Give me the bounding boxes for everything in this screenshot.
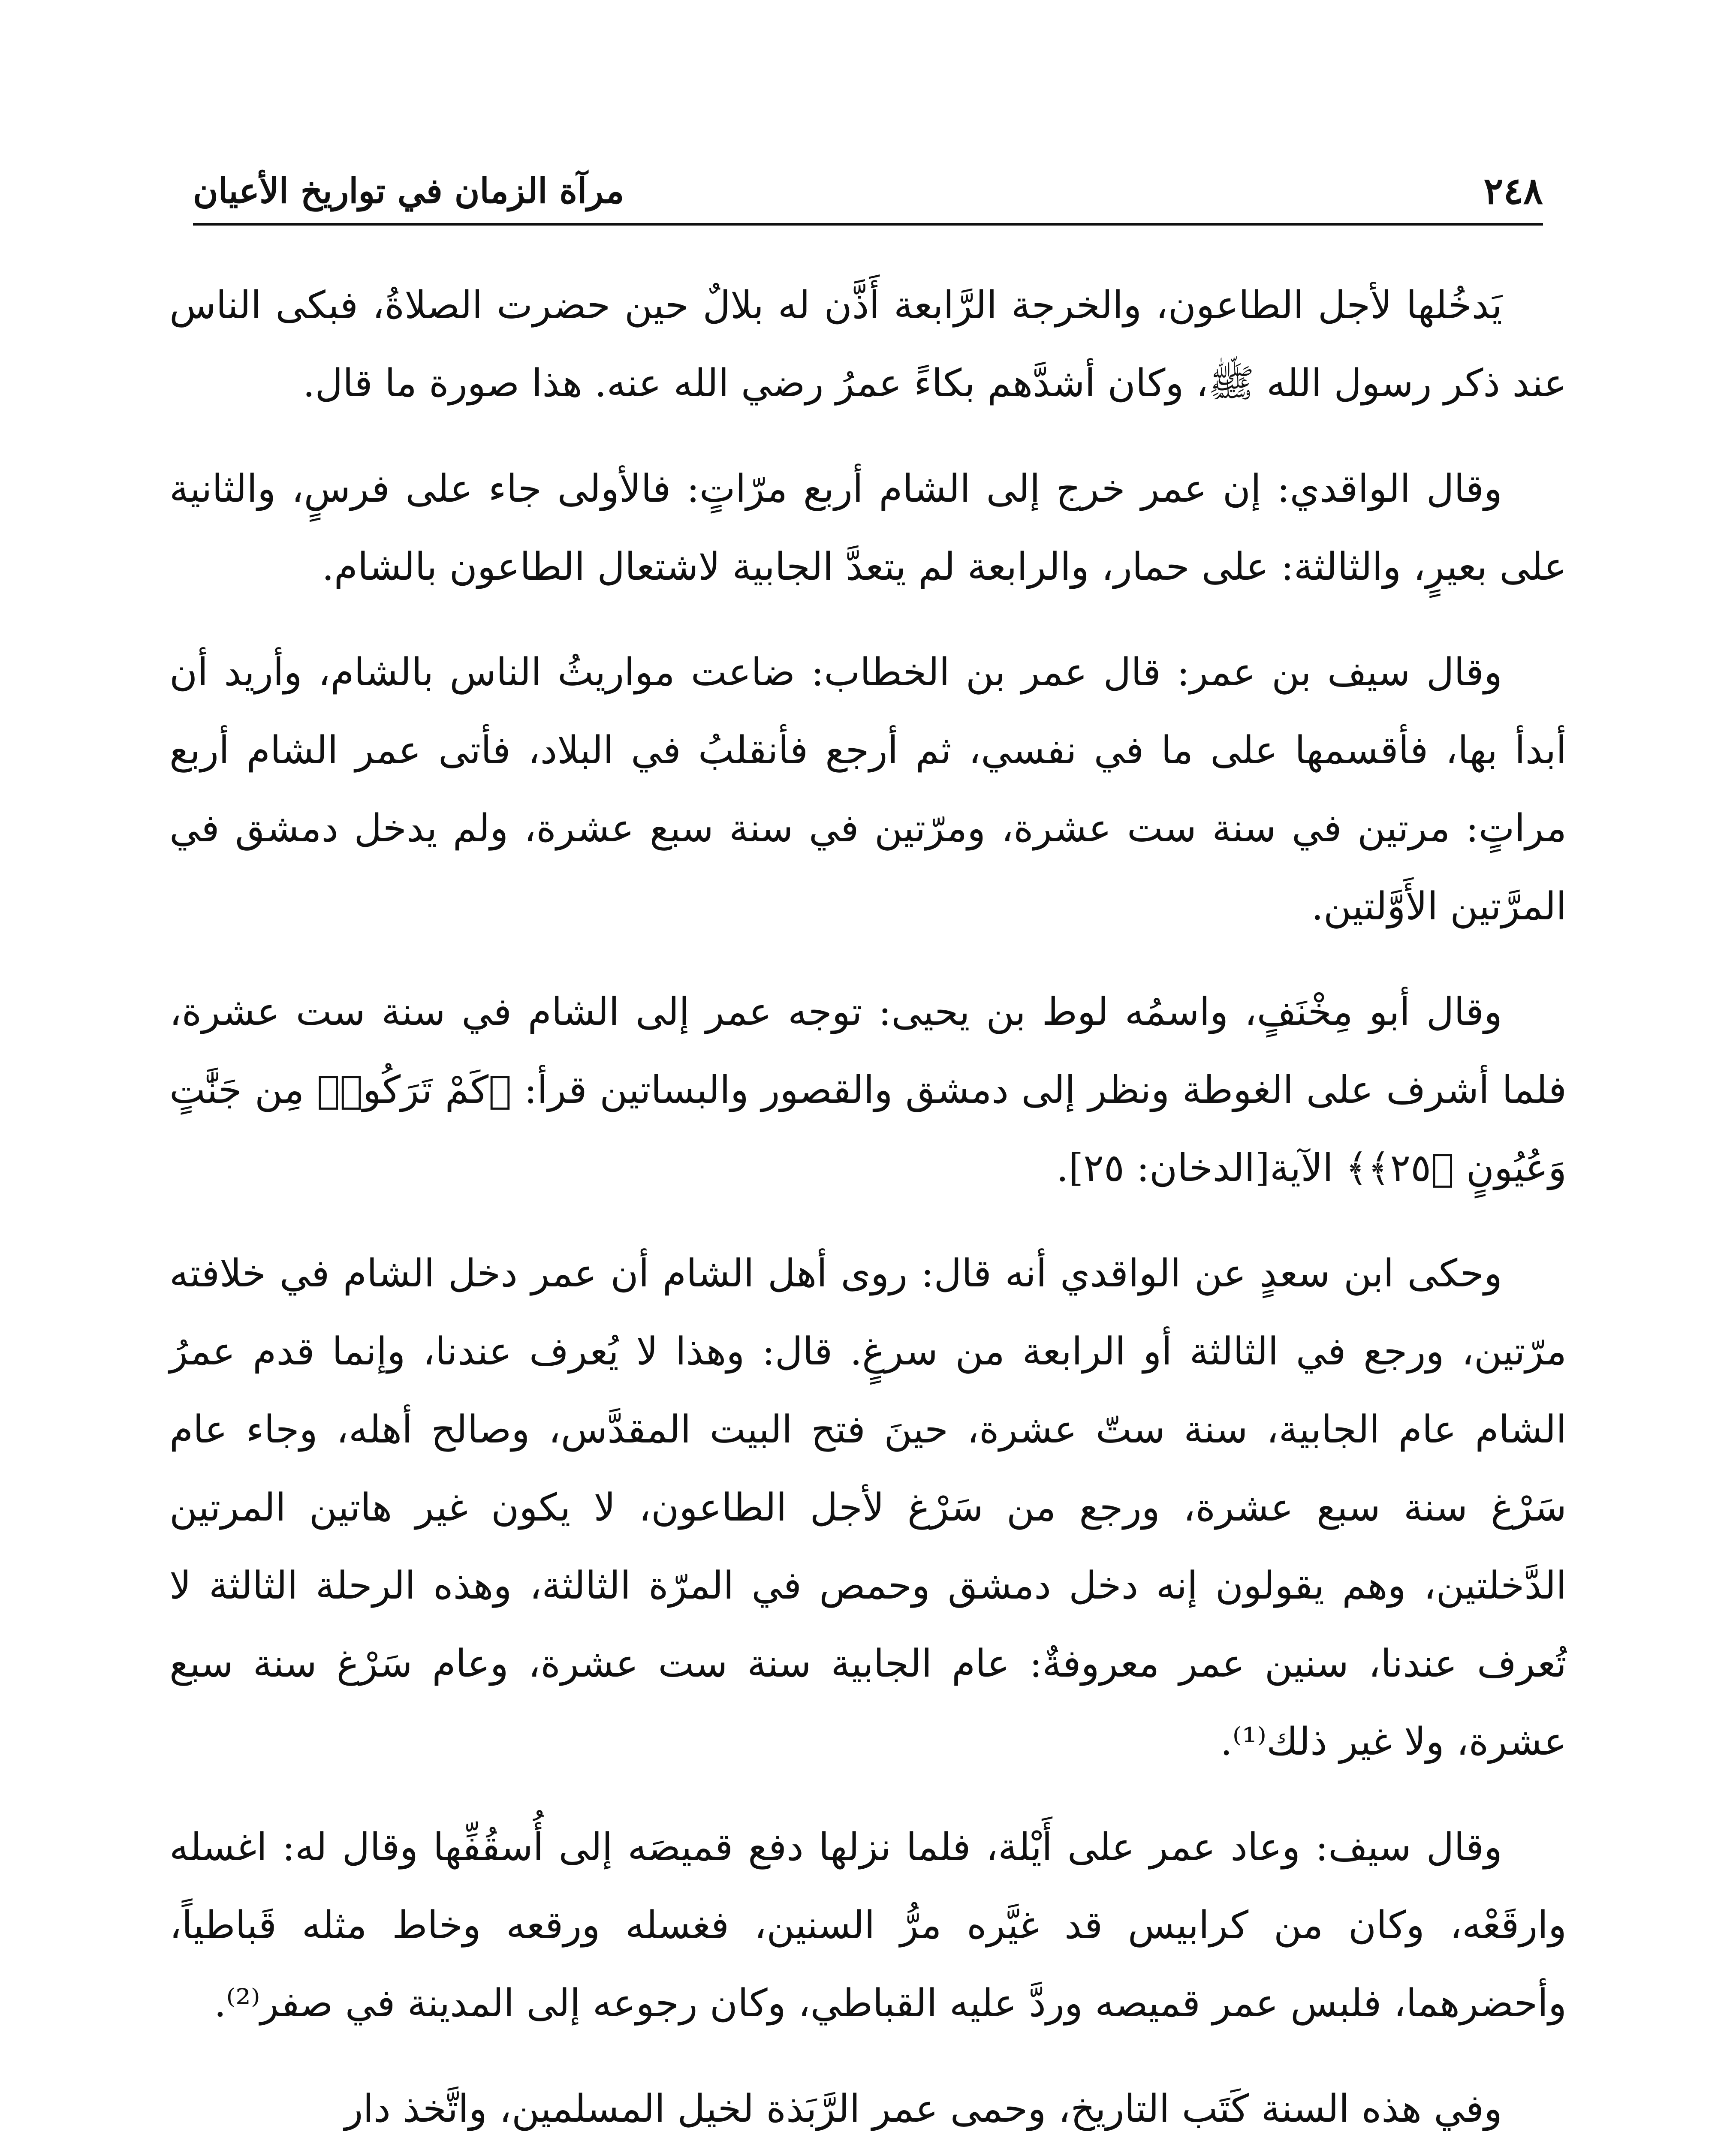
- page-number: ٢٤٨: [1483, 169, 1543, 213]
- paragraph: وقال الواقدي: إن عمر خرج إلى الشام أربع مرّاتٍ: فالأولى جاء على فرسٍ، والثانية على بعيرٍ، والثالثة: على حمار، والرابعة لم يتعدَّ الجابية لاشتعال الطاعون بالشام.: [169, 466, 1567, 589]
- page-header: [193, 159, 1543, 226]
- running-title: مرآة الزمان في تواريخ الأعيان: [193, 171, 624, 211]
- paragraph: وفي هذه السنة كَتَب التاريخ، وحمى عمر الرَّبَذة لخيل المسلمين، واتَّخذ دار: [344, 2086, 1502, 2131]
- paragraph: وقال سيف بن عمر: قال عمر بن الخطاب: ضاعت مواريثُ الناس بالشام، وأريد أن أبدأ بها، فأقسمها على ما في نفسي، ثم أرجع فأنقلبُ في البلاد، فأتى عمر الشام أربع مراتٍ: مرتين في سنة ست عشرة، ومرّتين في سنة سبع عشرة، ولم يدخل دمشق في المرَّتين الأَوَّلتين.: [169, 650, 1567, 928]
- paragraph: وحكى ابن سعدٍ عن الواقدي أنه قال: روى أهل الشام أن عمر دخل الشام في خلافته مرّتين، ورجع في الثالثة أو الرابعة من سرغٍ. قال: وهذا لا يُعرف عندنا، وإنما قدم عمرُ الشام عام الجابية، سنة ستّ عشرة، حينَ فتح البيت المقدَّس، وصالح أهله، وجاء عام سَرْغ سنة سبع عشرة، ورجع من سَرْغ لأجل الطاعون، لا يكون غير هاتين المرتين الدَّخلتين، وهم يقولون إنه دخل دمشق وحمص في المرّة الثالثة، وهذه الرحلة الثالثة لا تُعرف عندنا، سنين عمر معروفةٌ: عام الجابية سنة ست عشرة، وعام سَرْغ سنة سبع عشرة، ولا غير ذلك⁽¹⁾.: [169, 1251, 1567, 1764]
- paragraph: وقال أبو مِخْنَفٍ، واسمُه لوط بن يحيى: توجه عمر إلى الشام في سنة ست عشرة، فلما أشرف على الغوطة ونظر إلى دمشق والقصور والبساتين قرأ: ﴿كَمْ تَرَكُوا۟ مِن جَنَّٰتٍ وَعُيُونٍ ﴿٢٥﴾﴾ الآية[الدخان: ٢٥].: [169, 989, 1567, 1190]
- main-text: [169, 266, 1567, 2144]
- paragraph: يَدخُلها لأجل الطاعون، والخرجة الرَّابعة أَذَّن له بلالٌ حين حضرت الصلاةُ، فبكى الناس عند ذكر رسول الله ﷺ، وكان أشدَّهم بكاءً عمرُ رضي الله عنه. هذا صورة ما قال.: [169, 283, 1567, 405]
- paragraph: وقال سيف: وعاد عمر على أَيْلة، فلما نزلها دفع قميصَه إلى أُسقُفِّها وقال له: اغسله وارقَعْه، وكان من كرابيس قد غيَّره مرُّ السنين، فغسله ورقعه وخاط مثله قَباطياً، وأحضرهما، فلبس عمر قميصه وردَّ عليه القباطي، وكان رجوعه إلى المدينة في صفر⁽²⁾.: [169, 1825, 1567, 2025]
